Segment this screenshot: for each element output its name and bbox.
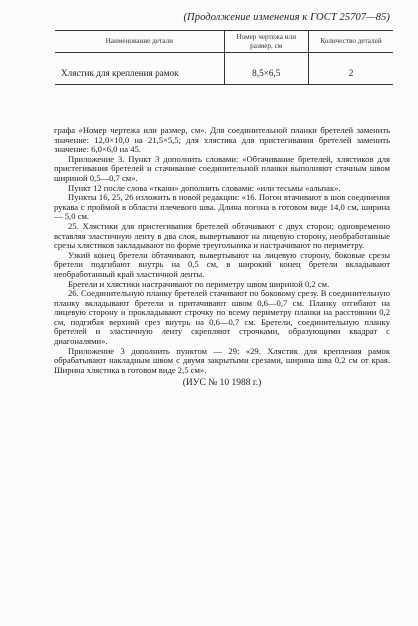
amendment-text xyxy=(54,126,390,389)
paragraph: 25. Хлястики для пристегивания бретелей обтачивают с двух сторон; одновременно вставляя эластичную ленту в два слоя, вывертывают на лицевую сторону, необработанные срезы хлястиков закладывают по форме треугольника и настрачивают по периметру. xyxy=(54,220,390,251)
paragraph: графа «Номер чертежа или размер, см». Для соединительной планки бретелей заменить значение: 12,0×10,0 на 21,5×5,5; для хлястика для пристегивания бретелей заменить значение: 6,0×6,0 на 45. xyxy=(54,125,390,155)
paragraph: Приложение 3 дополнить пунктом — 29: «29. Хлястик для крепления рамок обрабатывают накладным швом с двумя закрытыми срезами, ширина шва 0,2 см от края. Ширина хлястика в готовом виде 2,5 см». xyxy=(54,345,390,375)
paragraph: Пункт 12 после слова «ткани» дополнить словами: «или тесьмы «альпак». xyxy=(68,182,341,193)
table-row xyxy=(55,53,393,85)
paragraph: Узкий конец бретели обтачивают, вывертывают на лицевую сторону, боковые срезы бретели подгибают внутрь на 0,5 см, в широкий конец бретели вкладывают необработанный край эластичной ленты. xyxy=(54,249,390,279)
paragraph: Бретели и хлястики настрачивают по периметру швом шириной 0,2 см. xyxy=(68,278,330,289)
column-header-part-name: Наименование детали xyxy=(55,31,224,53)
paragraph: Приложение 3. Пункт 3 дополнить словами: «Обтачивание бретелей, хлястиков для пристегивания бретелей и стачивание соединительной планки выполняют стачным швом шириной 0,5—0,7 см». xyxy=(54,153,390,183)
paragraph: 26. Соединительную планку бретелей стачивают по боковому срезу. В соединительную планку вкладывают бретели и притачивают швом 0,6—0,7 см. Планку отгибают на лицевую сторону и прокладывают строчку по всему периметру планки на расстоянии 0,2 см, подгибая верхний срез внутрь на 0,6—0,7 см. Бретели, соединительную планку бретелей и эластичную ленту скрепляют строчками, образующими квадрат с диагоналями». xyxy=(54,288,390,347)
table-header-row xyxy=(55,31,393,53)
parts-table xyxy=(55,30,393,85)
table-cell-quantity: 2 xyxy=(309,53,394,85)
column-header-drawing-number: Номер чертежа или размер, см xyxy=(224,31,309,53)
table-cell-size: 8,5×6,5 xyxy=(224,53,309,85)
paragraph: Пункты 16, 25, 26 изложить в новой редакции: «16. Погон втачивают в шов соединения рукава с проймой в области плечевого шва. Длина погона в готовом виде 14,0 см, ширина — 5,0 см. xyxy=(54,192,390,222)
publication-reference: (ИУС № 10 1988 г.) xyxy=(182,378,262,389)
continuation-header: (Продолжение изменения к ГОСТ 25707—85) xyxy=(183,12,390,23)
table-cell-part-name: Хлястик для крепления рамок xyxy=(55,53,224,85)
column-header-quantity: Количество деталей xyxy=(309,31,394,53)
